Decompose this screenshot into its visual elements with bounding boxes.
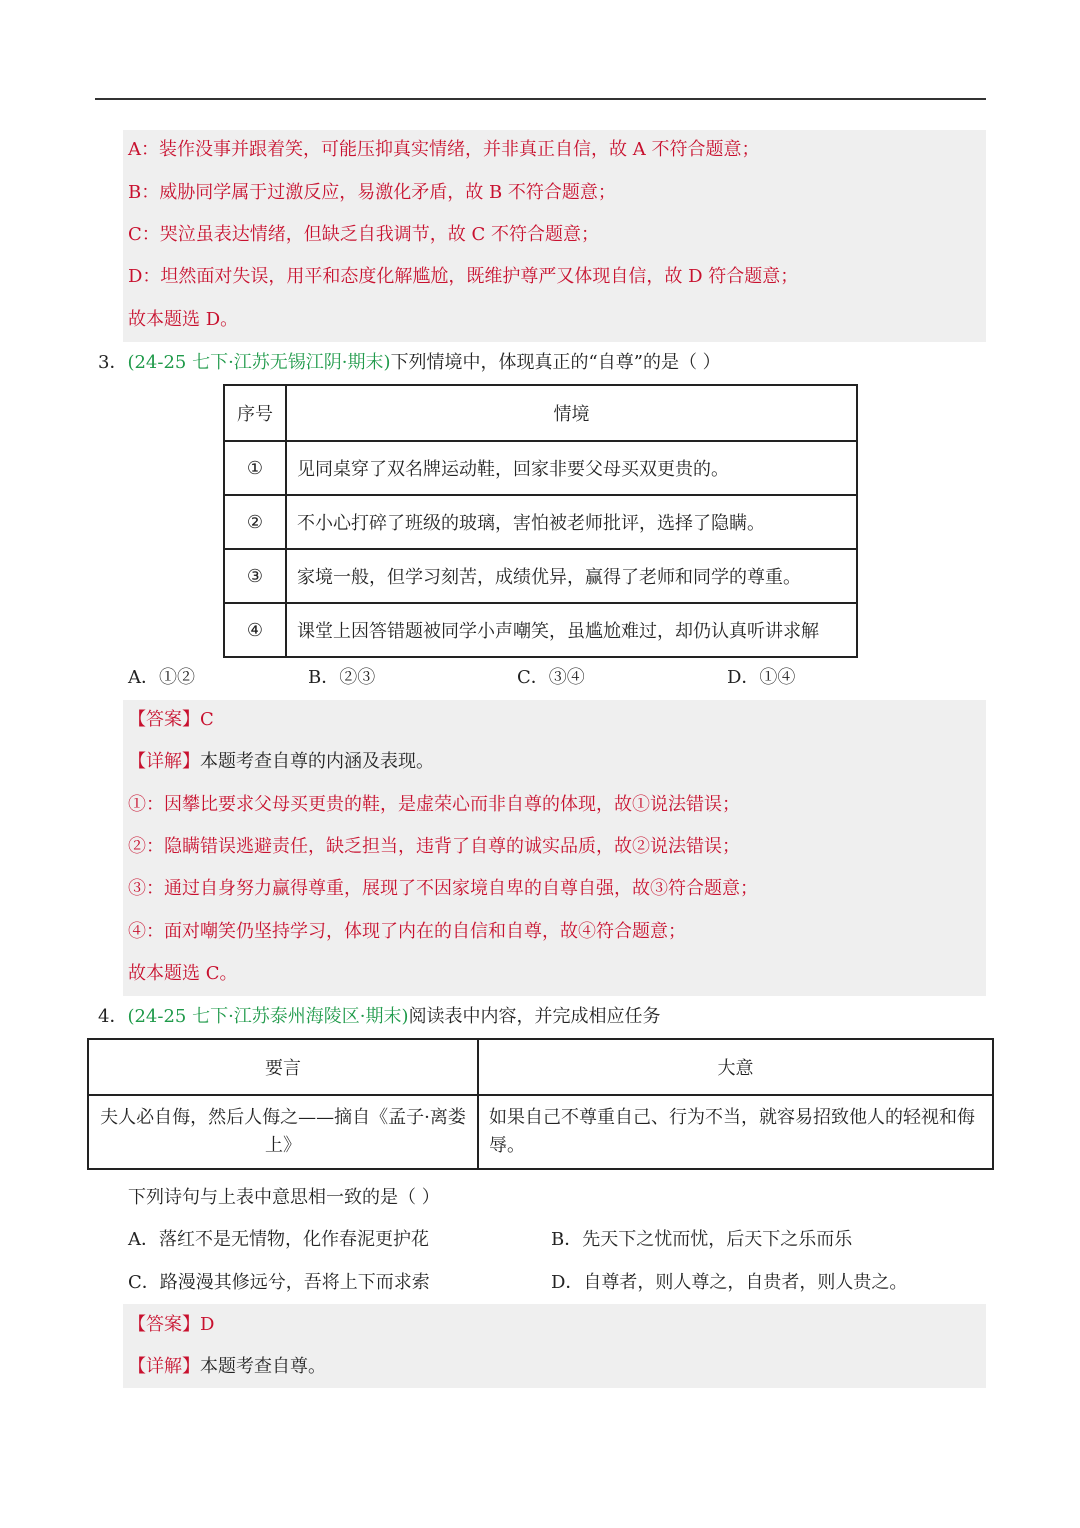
table-header-saying: 要言 xyxy=(88,1039,478,1095)
option-b: B．②③ xyxy=(308,667,376,688)
row-scenario: 见同桌穿了双名牌运动鞋，回家非要父母买双更贵的。 xyxy=(286,441,857,495)
answer-tag: 【答案】 xyxy=(128,1314,200,1335)
question-number: 4． xyxy=(98,1006,128,1027)
table-header-scenario: 情境 xyxy=(286,385,857,441)
question-stem: 阅读表中内容，并完成相应任务 xyxy=(408,1006,661,1027)
table-row xyxy=(224,495,857,549)
analysis-conclusion: 故本题选 C。 xyxy=(128,963,238,984)
answer-value: D xyxy=(200,1314,215,1335)
saying-table xyxy=(87,1038,994,1170)
question-4-heading xyxy=(98,1004,661,1030)
table-row xyxy=(88,1095,993,1169)
detail-text: 本题考查自尊。 xyxy=(200,1356,326,1377)
analysis-line-d: D：坦然面对失误，用平和态度化解尴尬，既维护尊严又体现自信，故 D 符合题意； xyxy=(128,266,799,287)
row-scenario: 不小心打碎了班级的玻璃，害怕被老师批评，选择了隐瞒。 xyxy=(286,495,857,549)
answer-tag: 【答案】 xyxy=(128,709,200,730)
analysis-conclusion: 故本题选 D。 xyxy=(128,309,239,330)
analysis-item-4: ④：面对嘲笑仍坚持学习，体现了内在的自信和自尊，故④符合题意； xyxy=(128,921,686,942)
option-c: C．③④ xyxy=(517,667,585,688)
question-prompt: 下列诗句与上表中意思相一致的是（ ） xyxy=(128,1187,440,1208)
saying-meaning: 如果自己不尊重自己、行为不当，就容易招致他人的轻视和侮辱。 xyxy=(478,1095,993,1169)
option-a: A．落红不是无情物，化作春泥更护花 xyxy=(128,1229,429,1250)
row-number: ① xyxy=(224,441,286,495)
option-a: A．①② xyxy=(128,667,195,688)
table-row xyxy=(224,603,857,657)
analysis-item-2: ②：隐瞒错误逃避责任，缺乏担当，违背了自尊的诚实品质，故②说法错误； xyxy=(128,836,740,857)
question-stem: 下列情境中，体现真正的“自尊”的是（ ） xyxy=(390,352,721,373)
option-d: D．自尊者，则人尊之，自贵者，则人贵之。 xyxy=(551,1272,908,1293)
analysis-line-b: B：威胁同学属于过激反应，易激化矛盾，故 B 不符合题意； xyxy=(128,182,616,203)
detail-tag: 【详解】 xyxy=(128,751,200,772)
row-number: ② xyxy=(224,495,286,549)
row-number: ③ xyxy=(224,549,286,603)
analysis-item-3: ③：通过自身努力赢得尊重，展现了不因家境自卑的自尊自强，故③符合题意； xyxy=(128,878,758,899)
table-row xyxy=(224,549,857,603)
detail-text: 本题考查自尊的内涵及表现。 xyxy=(200,751,434,772)
table-header-meaning: 大意 xyxy=(478,1039,993,1095)
option-b: B．先天下之忧而忧，后天下之乐而乐 xyxy=(551,1229,853,1250)
row-scenario: 课堂上因答错题被同学小声嘲笑，虽尴尬难过，却仍认真听讲求解 xyxy=(286,603,857,657)
detail-line xyxy=(128,749,434,775)
question-3-heading xyxy=(98,350,721,376)
saying-quote: 夫人必自侮，然后人侮之——摘自《孟子·离娄上》 xyxy=(88,1095,478,1169)
table-header-number: 序号 xyxy=(224,385,286,441)
detail-tag: 【详解】 xyxy=(128,1356,200,1377)
answer-line xyxy=(128,1312,214,1338)
question-source: (24-25 七下·江苏泰州海陵区·期末) xyxy=(127,1006,409,1027)
header-rule xyxy=(95,98,986,100)
question-source: (24-25 七下·江苏无锡江阴·期末) xyxy=(127,352,391,373)
option-d: D．①④ xyxy=(727,667,796,688)
analysis-line-a: A：装作没事并跟着笑，可能压抑真实情绪，并非真正自信，故 A 不符合题意； xyxy=(128,139,760,160)
option-c: C．路漫漫其修远兮，吾将上下而求索 xyxy=(128,1272,430,1293)
analysis-item-1: ①：因攀比要求父母买更贵的鞋，是虚荣心而非自尊的体现，故①说法错误； xyxy=(128,794,740,815)
analysis-line-c: C：哭泣虽表达情绪，但缺乏自我调节，故 C 不符合题意； xyxy=(128,224,599,245)
answer-value: C xyxy=(200,709,214,730)
table-row xyxy=(224,441,857,495)
question-number: 3． xyxy=(98,352,128,373)
answer-line xyxy=(128,707,214,733)
row-number: ④ xyxy=(224,603,286,657)
scenario-table xyxy=(223,384,858,658)
detail-line xyxy=(128,1354,326,1380)
row-scenario: 家境一般，但学习刻苦，成绩优异，赢得了老师和同学的尊重。 xyxy=(286,549,857,603)
